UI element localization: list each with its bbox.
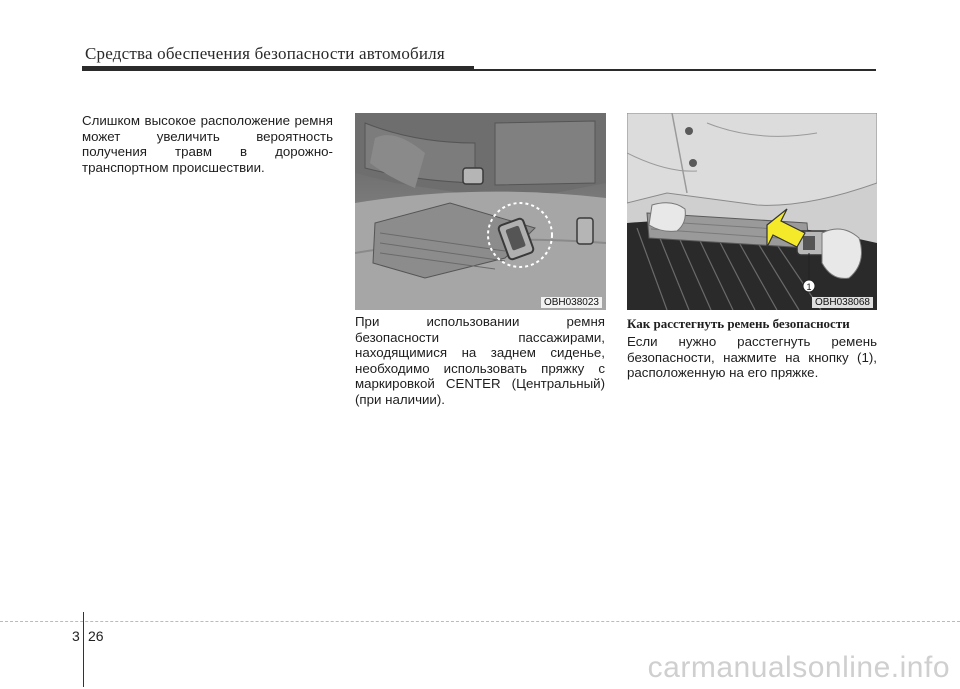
page-number: 26: [88, 628, 104, 644]
figure-code-label: OBH038023: [541, 297, 602, 308]
rear-seat-belt-figure: [355, 113, 606, 310]
header-rule-thick: [82, 66, 474, 71]
rear-seat-belt-illustration: [355, 113, 606, 310]
page-header-title: Средства обеспечения безопасности автомобиля: [85, 44, 445, 63]
unfasten-belt-figure: [627, 113, 877, 310]
footer-vertical-rule: [83, 612, 84, 687]
footer-dashed-rule: [0, 621, 960, 622]
chapter-number: 3: [72, 628, 80, 644]
watermark: carmanualsonline.info: [647, 651, 950, 684]
column2-paragraph: При использовании ремня безопасности пассажирами, находящимися на заднем сиденье, необходимо использовать пряжку с маркировкой CENTER (Центральный) (при наличии).: [355, 314, 605, 407]
unfasten-belt-illustration: [627, 113, 877, 310]
column3-paragraph: Если нужно расстегнуть ремень безопасности, нажмите на кнопку (1), расположенную на его пряжке.: [627, 334, 877, 381]
callout-number: 1: [806, 282, 812, 292]
figure-code-label: OBH038068: [812, 297, 873, 308]
header-rule-thin: [474, 69, 876, 71]
unfasten-heading: Как расстегнуть ремень безопасности: [627, 316, 850, 331]
column1-paragraph: Слишком высокое расположение ремня может увеличить вероятность получения травм в дорожно-транспортном происшествии.: [82, 113, 333, 175]
